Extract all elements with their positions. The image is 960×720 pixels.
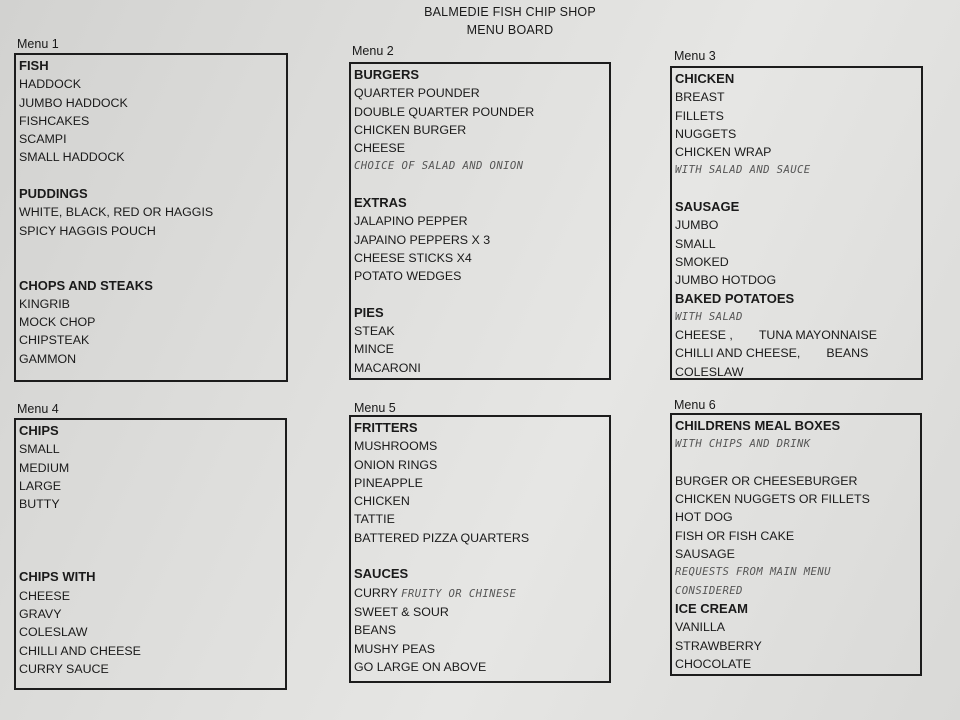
menu-item: JAPAINO PEPPERS X 3	[354, 232, 491, 247]
wrap-note: WITH SALAD AND SAUCE	[675, 164, 811, 177]
menu-item: MEDIUM	[19, 460, 70, 475]
menu-item: SWEET & SOUR	[354, 604, 449, 619]
fish-heading: FISH	[19, 58, 49, 73]
menu-item: PINEAPPLE	[354, 475, 423, 490]
menu-item: MUSHROOMS	[354, 439, 438, 454]
sausage-heading: SAUSAGE	[675, 199, 740, 215]
menu-item: FISH OR FISH CAKE	[675, 528, 795, 543]
menu-item: SMOKED	[675, 254, 729, 269]
menu-item: JUMBO HOTDOG	[675, 273, 777, 288]
menu-item: JUMBO HADDOCK	[19, 95, 128, 110]
ice-cream-heading: ICE CREAM	[675, 600, 748, 616]
menu-item: COLESLAW	[19, 625, 88, 640]
menu-item: SCAMPI	[19, 132, 67, 147]
menu-item: CHOCOLATE	[675, 656, 752, 671]
boxes-note: WITH CHIPS AND DRINK	[675, 438, 811, 451]
menu-item: NUGGETS	[675, 126, 737, 141]
menu-item-cheese: CHEESE ,	[675, 328, 733, 343]
menu-item: BREAST	[675, 90, 725, 105]
menu4-label: Menu 4	[17, 402, 59, 416]
menu-item: BEANS	[354, 623, 397, 638]
menu-item: WHITE, BLACK, RED OR HAGGIS	[19, 205, 214, 220]
menu-item: SPICY HAGGIS POUCH	[19, 223, 156, 238]
menu-item: BURGER OR CHEESEBURGER	[675, 473, 858, 488]
menu-item: JALAPINO PEPPER	[354, 214, 468, 229]
shop-name: BALMEDIE FISH CHIP SHOP	[424, 5, 596, 19]
puddings-heading: PUDDINGS	[19, 186, 88, 202]
menu-item: COLESLAW	[675, 364, 744, 379]
curry-note: FRUITY OR CHINESE	[401, 587, 517, 600]
chips-heading: CHIPS	[19, 423, 59, 438]
menu-item: CHICKEN NUGGETS OR FILLETS	[675, 492, 870, 507]
menu-item: FILLETS	[675, 108, 724, 123]
menu-item-chilli: CHILLI AND CHEESE,	[675, 346, 801, 361]
menu-item: MINCE	[354, 342, 394, 357]
menu-item: STRAWBERRY	[675, 638, 762, 653]
menu-item-curry: CURRY	[354, 585, 398, 600]
menu-item: JUMBO	[675, 218, 719, 233]
menu-item-beans: BEANS	[826, 346, 869, 361]
chicken-heading: CHICKEN	[675, 71, 735, 86]
menu2-label: Menu 2	[352, 44, 394, 58]
menu5-label: Menu 5	[354, 401, 396, 415]
menu6-label: Menu 6	[674, 398, 716, 412]
baked-potatoes-heading: BAKED POTATOES	[675, 290, 795, 306]
menu-item: FISHCAKES	[19, 113, 90, 128]
menu-item: CHICKEN WRAP	[675, 145, 772, 160]
extras-heading: EXTRAS	[354, 195, 407, 211]
menu-item: GRAVY	[19, 606, 62, 621]
baked-note: WITH SALAD	[675, 310, 743, 323]
childrens-boxes-heading: CHILDRENS MEAL BOXES	[675, 418, 841, 433]
menu-item: SMALL	[675, 236, 716, 251]
menu-item: ONION RINGS	[354, 457, 438, 472]
menu-item: DOUBLE QUARTER POUNDER	[354, 104, 535, 119]
burger-note: CHOICE OF SALAD AND ONION	[354, 160, 524, 173]
menu-item: MACARONI	[354, 360, 421, 375]
menu2-panel	[349, 62, 611, 380]
menu-item-tuna: TUNA MAYONNAISE	[758, 328, 878, 343]
menu-item: LARGE	[19, 478, 62, 493]
menu-item: STEAK	[354, 324, 395, 339]
menu-item: GAMMON	[19, 351, 77, 366]
sauces-heading: SAUCES	[354, 566, 409, 582]
menu-item: CHIPSTEAK	[19, 333, 90, 348]
menu-item	[675, 326, 918, 344]
menu-item: CHILLI AND CHEESE	[19, 643, 141, 658]
fritters-heading: FRITTERS	[354, 420, 418, 435]
menu-item: VANILLA	[675, 620, 726, 635]
menu-item: HADDOCK	[19, 77, 81, 92]
menu-item: CHEESE STICKS X4	[354, 250, 472, 265]
menu-item: SAUSAGE	[675, 547, 735, 562]
menu1-panel	[14, 53, 288, 382]
menu3-label: Menu 3	[674, 49, 716, 63]
menu-item	[675, 344, 918, 362]
chops-steaks-heading: CHOPS AND STEAKS	[19, 277, 153, 293]
menu-item: POTATO WEDGES	[354, 269, 462, 284]
menu5-panel	[349, 415, 611, 683]
menu-item: CURRY SAUCE	[19, 661, 109, 676]
menu-item: MUSHY PEAS	[354, 641, 436, 656]
pies-heading: PIES	[354, 304, 384, 320]
menu-item: CHICKEN	[354, 494, 410, 509]
burgers-heading: BURGERS	[354, 67, 420, 82]
menu-item: KINGRIB	[19, 296, 70, 311]
menu-item: CHEESE	[19, 588, 70, 603]
menu-item: QUARTER POUNDER	[354, 86, 480, 101]
requests-note: REQUESTS FROM MAIN MENU	[675, 566, 831, 579]
menu6-panel	[670, 413, 922, 676]
menu-item: BUTTY	[19, 497, 60, 512]
menu-item: GO LARGE ON ABOVE	[354, 659, 487, 674]
menu-item: CHEESE	[354, 141, 405, 156]
considered-note: CONSIDERED	[675, 584, 743, 597]
menu-item: BATTERED PIZZA QUARTERS	[354, 530, 530, 545]
menu-item: CHICKEN BURGER	[354, 122, 467, 137]
chips-with-heading: CHIPS WITH	[19, 569, 96, 585]
menu-item: HOT DOG	[675, 510, 733, 525]
board-title: MENU BOARD	[466, 23, 554, 37]
menu3-panel	[670, 66, 923, 380]
menu4-panel	[14, 418, 287, 690]
menu-item: SMALL HADDOCK	[19, 150, 125, 165]
menu-item: SMALL	[19, 442, 60, 457]
menu-item: MOCK CHOP	[19, 315, 96, 330]
menu-item: TATTIE	[354, 512, 395, 527]
menu1-label: Menu 1	[17, 37, 59, 51]
menu-item	[354, 584, 606, 603]
